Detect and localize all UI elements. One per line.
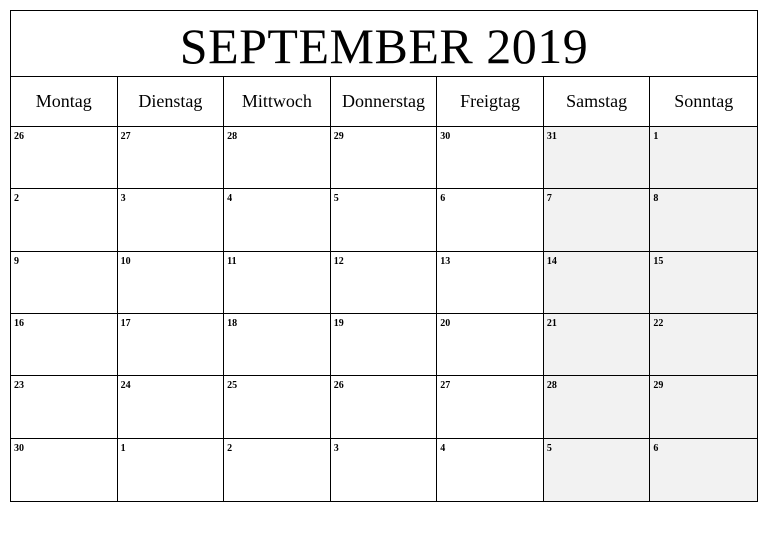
- weekday-header-row: [11, 77, 757, 127]
- day-number: 31: [546, 131, 557, 142]
- day-number: 27: [120, 131, 131, 142]
- day-number: 24: [120, 380, 131, 392]
- day-number: 2: [14, 193, 19, 205]
- weekend-day-cell[interactable]: [650, 252, 757, 313]
- day-number: 19: [333, 317, 344, 329]
- day-cell[interactable]: [118, 189, 225, 250]
- day-number: 3: [120, 193, 126, 205]
- weekend-day-cell[interactable]: [544, 252, 651, 313]
- day-number: 13: [440, 255, 451, 267]
- day-number: 12: [333, 255, 344, 267]
- weekend-day-cell[interactable]: [544, 439, 651, 501]
- day-cell[interactable]: [11, 376, 118, 437]
- day-number: 1: [120, 442, 126, 454]
- week-row-4: [11, 314, 757, 376]
- weekday-saturday: Samstag: [544, 77, 651, 126]
- day-number: 27: [440, 380, 451, 392]
- day-number: 28: [227, 131, 238, 142]
- day-number: 30: [440, 131, 451, 142]
- weekend-day-cell[interactable]: [650, 376, 757, 437]
- weekend-day-cell[interactable]: [544, 314, 651, 375]
- day-cell[interactable]: [118, 376, 225, 437]
- weekend-day-cell[interactable]: [650, 127, 757, 188]
- day-cell[interactable]: [437, 439, 544, 501]
- day-cell[interactable]: [331, 127, 438, 188]
- day-cell[interactable]: [11, 189, 118, 250]
- day-number: 3: [333, 442, 339, 454]
- day-cell[interactable]: [331, 314, 438, 375]
- weekend-day-cell[interactable]: [544, 376, 651, 437]
- day-cell[interactable]: [224, 252, 331, 313]
- week-row-3: [11, 252, 757, 314]
- day-number: 28: [546, 380, 557, 392]
- day-number: 20: [440, 317, 451, 329]
- week-row-1: [11, 127, 757, 189]
- day-number: 25: [227, 380, 238, 392]
- day-number: 9: [14, 255, 19, 267]
- day-number: 4: [440, 442, 446, 454]
- calendar: [10, 10, 758, 502]
- day-cell[interactable]: [118, 252, 225, 313]
- day-cell[interactable]: [118, 439, 225, 501]
- day-cell[interactable]: [224, 376, 331, 437]
- day-number: 6: [653, 442, 659, 454]
- weekday-tuesday: Dienstag: [118, 77, 225, 126]
- week-row-2: [11, 189, 757, 251]
- weekend-day-cell[interactable]: [650, 439, 757, 501]
- day-number: 30: [14, 442, 24, 454]
- day-number: 23: [14, 380, 24, 392]
- weekday-wednesday: Mittwoch: [224, 77, 331, 126]
- day-number: 7: [546, 193, 552, 205]
- day-cell[interactable]: [118, 127, 225, 188]
- day-number: 4: [227, 193, 233, 205]
- day-number: 5: [333, 193, 339, 205]
- weekend-day-cell[interactable]: [544, 189, 651, 250]
- day-cell[interactable]: [331, 189, 438, 250]
- day-cell[interactable]: [437, 127, 544, 188]
- weekend-day-cell[interactable]: [544, 127, 651, 188]
- day-cell[interactable]: [224, 314, 331, 375]
- day-number: 21: [546, 317, 557, 329]
- day-number: 1: [653, 131, 659, 142]
- weekday-monday: Montag: [11, 77, 118, 126]
- day-number: 5: [546, 442, 552, 454]
- day-cell[interactable]: [224, 189, 331, 250]
- day-cell[interactable]: [331, 252, 438, 313]
- day-number: 17: [120, 317, 131, 329]
- day-cell[interactable]: [331, 376, 438, 437]
- day-cell[interactable]: [11, 439, 118, 501]
- day-number: 29: [653, 380, 664, 392]
- weekday-friday: Freigtag: [437, 77, 544, 126]
- day-number: 29: [333, 131, 344, 142]
- day-cell[interactable]: [437, 314, 544, 375]
- day-cell[interactable]: [11, 252, 118, 313]
- day-number: 8: [653, 193, 659, 205]
- day-cell[interactable]: [118, 314, 225, 375]
- day-number: 18: [227, 317, 238, 329]
- day-number: 6: [440, 193, 446, 205]
- day-number: 15: [653, 255, 664, 267]
- day-number: 10: [120, 255, 131, 267]
- day-number: 2: [227, 442, 233, 454]
- calendar-title: SEPTEMBER 2019: [11, 11, 757, 77]
- day-cell[interactable]: [437, 376, 544, 437]
- day-number: 16: [14, 317, 24, 329]
- day-number: 11: [227, 255, 237, 267]
- weekend-day-cell[interactable]: [650, 314, 757, 375]
- day-cell[interactable]: [331, 439, 438, 501]
- day-cell[interactable]: [224, 439, 331, 501]
- weekday-thursday: Donnerstag: [331, 77, 438, 126]
- day-cell[interactable]: [11, 127, 118, 188]
- day-cell[interactable]: [437, 252, 544, 313]
- day-number: 26: [333, 380, 344, 392]
- week-row-5: [11, 376, 757, 438]
- day-number: 26: [14, 131, 24, 142]
- day-cell[interactable]: [224, 127, 331, 188]
- day-number: 14: [546, 255, 557, 267]
- day-cell[interactable]: [11, 314, 118, 375]
- week-row-6: [11, 439, 757, 501]
- weekend-day-cell[interactable]: [650, 189, 757, 250]
- weekday-sunday: Sonntag: [674, 91, 734, 111]
- day-cell[interactable]: [437, 189, 544, 250]
- day-number: 22: [653, 317, 664, 329]
